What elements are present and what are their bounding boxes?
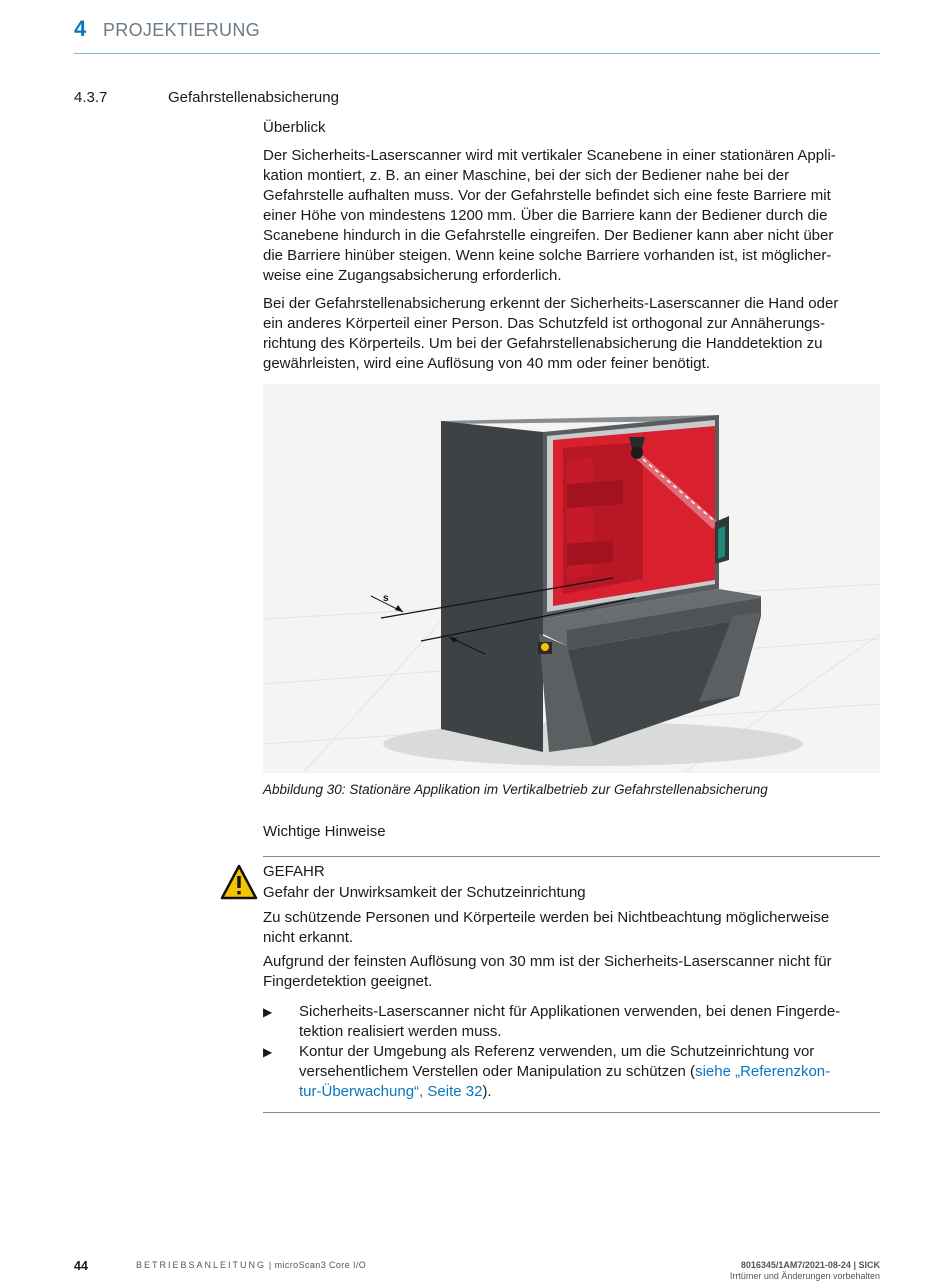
footer-separator: | xyxy=(266,1260,275,1270)
overview-paragraph-2 xyxy=(263,294,880,374)
footer-separator: | xyxy=(850,1260,859,1270)
text-line: Sicherheits-Laserscanner nicht für Applikationen verwenden, bei denen Fingerde- xyxy=(299,1003,841,1020)
text-line xyxy=(299,1082,880,1102)
section-title: Gefahrstellenabsicherung xyxy=(168,89,339,106)
text-line: gewährleisten, wird eine Auflösung von 40 mm oder feiner benötigt. xyxy=(263,355,710,372)
text-line xyxy=(299,1062,880,1082)
text-line: ein anderes Körperteil einer Person. Das Schutzfeld ist orthogonal zur Annäherungs- xyxy=(263,315,825,332)
danger-subtitle: Gefahr der Unwirksamkeit der Schutzeinrichtung xyxy=(263,884,586,901)
text-line: Bei der Gefahrstellenabsicherung erkennt der Sicherheits-Laserscanner die Hand oder xyxy=(263,295,839,312)
bullet-arrow-icon: ▶ xyxy=(263,1005,273,1019)
text-line: Kontur der Umgebung als Referenz verwenden, um die Schutzeinrichtung vor xyxy=(299,1043,815,1060)
section-number: 4.3.7 xyxy=(74,89,108,106)
overview-heading: Überblick xyxy=(263,119,326,136)
footer-right xyxy=(730,1260,880,1282)
text-line: Scanebene hindurch in die Gefahrstelle eingreifen. Der Bediener kann aber nicht über xyxy=(263,227,834,244)
bullet-item-2 xyxy=(299,1042,880,1102)
side-reflector-face xyxy=(718,526,725,559)
text-segment: ). xyxy=(482,1083,492,1100)
text-line: Gefahrstelle aufhalten muss. Vor der Gefahrstelle befindet sich eine feste Barriere mit xyxy=(263,187,831,204)
danger-label: GEFAHR xyxy=(263,863,325,880)
page-number: 44 xyxy=(74,1259,88,1273)
text-line: Fingerdetektion geeignet. xyxy=(263,973,433,990)
warning-icon xyxy=(220,864,258,900)
figure-caption: Abbildung 30: Stationäre Applikation im Vertikalbetrieb zur Gefahrstellenabsicherung xyxy=(263,782,768,797)
chapter-title: PROJEKTIERUNG xyxy=(103,20,260,40)
document-id: 8016345/1AM7/2021-08-24 xyxy=(740,1260,851,1270)
notes-divider-bottom xyxy=(263,1112,880,1113)
reference-link-continued[interactable]: tur-Überwachung“, Seite 32 xyxy=(299,1083,483,1100)
laser-scanner xyxy=(631,447,643,459)
text-line: richtung des Körperteils. Um bei der Gefahrstellenabsicherung die Handdetektion zu xyxy=(263,335,823,352)
footer-document xyxy=(136,1260,366,1270)
field-step-2 xyxy=(567,480,623,508)
text-line: tektion realisiert werden muss. xyxy=(299,1023,502,1040)
bullet-arrow-icon: ▶ xyxy=(263,1045,273,1059)
text-line: die Barriere hinüber steigen. Wenn keine solche Barriere vorhanden ist, ist möglicher- xyxy=(263,247,832,264)
reference-link[interactable]: siehe „Referenzkon- xyxy=(695,1063,831,1080)
text-line: nicht erkannt. xyxy=(263,929,354,946)
document-type: BETRIEBSANLEITUNG xyxy=(136,1260,267,1270)
disclaimer: Irrtümer und Änderungen vorbehalten xyxy=(729,1271,880,1281)
chapter-number: 4 xyxy=(74,16,87,41)
text-line: Zu schützende Personen und Körperteile werden bei Nichtbeachtung möglicherweise xyxy=(263,909,830,926)
machine-illustration xyxy=(263,384,880,773)
cabinet-side xyxy=(441,421,543,752)
text-segment: versehentlichem Verstellen oder Manipulation zu schützen ( xyxy=(299,1063,696,1080)
overview-paragraph-1 xyxy=(263,146,880,286)
machine-illustration-svg xyxy=(263,384,880,773)
notes-heading: Wichtige Hinweise xyxy=(263,823,386,840)
notes-divider-top xyxy=(263,856,880,857)
text-line: einer Höhe von mindestens 1200 mm. Über die Barriere kann der Bediener durch die xyxy=(263,207,828,224)
danger-paragraph-2 xyxy=(263,952,880,992)
text-line: Der Sicherheits-Laserscanner wird mit vertikaler Scanebene in einer stationären Appli- xyxy=(263,147,836,164)
text-line: Aufgrund der feinsten Auflösung von 30 mm ist der Sicherheits-Laserscanner nicht für xyxy=(263,953,832,970)
text-line: weise eine Zugangsabsicherung erforderlich. xyxy=(263,267,562,284)
emergency-stop-icon xyxy=(541,643,549,651)
bullet-item-1 xyxy=(299,1002,880,1042)
danger-paragraph-1 xyxy=(263,908,880,948)
header-divider xyxy=(74,53,880,54)
product-name: microScan3 Core I/O xyxy=(274,1260,367,1270)
text-line: kation montiert, z. B. an einer Maschine, bei der sich der Bediener nahe bei der xyxy=(263,167,790,184)
distance-label-s: s xyxy=(383,593,389,604)
brand-name: SICK xyxy=(858,1260,880,1270)
field-step-3 xyxy=(567,540,613,566)
